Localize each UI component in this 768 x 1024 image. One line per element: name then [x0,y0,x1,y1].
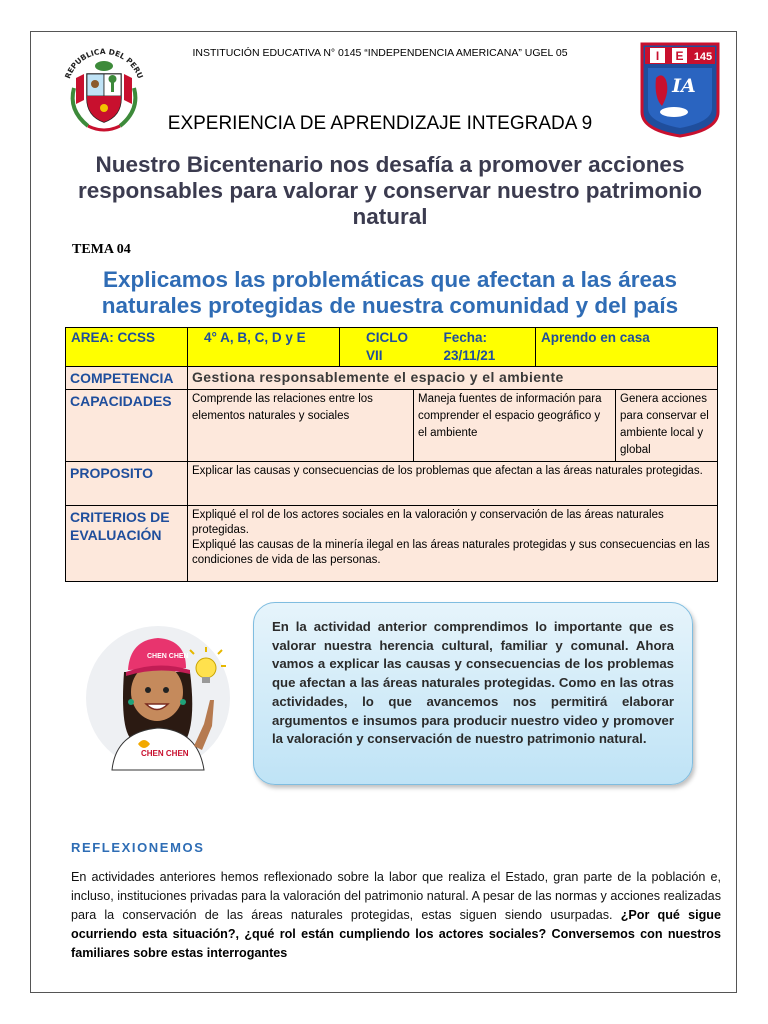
capacidades-label: CAPACIDADES [66,390,188,462]
ciclo-cell: CICLO VII [340,328,414,367]
table-row [66,506,718,582]
peru-coat-of-arms-logo [54,38,154,138]
school-name: INSTITUCIÓN EDUCATIVA N° 0145 “INDEPENDENCIA AMERICANA” UGEL 05 [192,47,568,59]
reflexionemos-body: En actividades anteriores hemos reflexionado sobre la labor que realiza el Estado, gran parte de la población e, incluso, instituciones privadas para la valoración del patrimonio natural. A pesar de las normas y acciones realizadas para la conservación de las áreas naturales protegidas, estas siguen siendo usurpadas. [71,870,721,922]
svg-text:REPUBLICA DEL PERU: REPUBLICA DEL PERU [63,46,145,80]
svg-text:I: I [655,49,660,63]
svg-text:CHEN CHEN: CHEN CHEN [141,749,189,758]
table-row [66,462,718,506]
subtitle: Explicamos las problemáticas que afectan a las áreas naturales protegidas de nuestra comunidad y del país [101,267,679,318]
proposito-text: Explicar las causas y consecuencias de los problemas que afectan a las áreas naturales protegidas. [188,462,718,506]
table-row [66,367,718,390]
grades-cell: 4° A, B, C, D y E [188,328,340,367]
fecha-cell: Fecha: 23/11/21 [414,328,536,367]
reflexionemos-heading: REFLEXIONEMOS [71,840,205,855]
tema-label: TEMA 04 [72,242,131,257]
competencia-label: COMPETENCIA [66,367,188,390]
area-cell: AREA: CCSS [66,328,188,367]
intro-callout [253,602,693,785]
modo-cell: Aprendo en casa [536,328,718,367]
session-info-table [65,327,718,582]
capacidad-1: Comprende las relaciones entre los elementos naturales y sociales [188,390,414,462]
capacidad-2: Maneja fuentes de información para comprender el espacio geográfico y el ambiente [414,390,616,462]
svg-text:145: 145 [693,51,713,63]
svg-text:E: E [675,49,684,63]
main-title: Nuestro Bicentenario nos desafía a promover acciones responsables para valorar y conservar nuestro patrimonio natural [78,152,702,229]
girl-with-lightbulb-illustration [86,620,236,775]
capacidad-3: Genera acciones para conservar el ambiente local y global [616,390,718,462]
callout-text: En la actividad anterior comprendimos lo importante que es valorar nuestra herencia cultural, familiar y comunal. Ahora vamos a explicar las causas y consecuencias de los problemas que afectan a las áreas naturales protegidas. Como en las otras actividades, lo que avancemos nos permitirá elaborar argumentos e insumos para producir nuestro video y promover la valoración y conservación de nuestro patrimonio natural. [272,619,674,747]
reflexionemos-questions: ¿Por qué sigue ocurriendo esta situación?, ¿qué rol están cumpliendo los actores sociales? Conversemos con nuestros familiares sobre estas interrogantes [71,908,722,960]
criterio-1: Expliqué el rol de los actores sociales en la valoración y conservación de las áreas naturales protegidas. [192,509,664,536]
criterio-2: Expliqué las causas de la minería ilegal en las áreas naturales protegidas y sus consecuencias en las condiciones de vida de las personas. [192,539,710,566]
svg-text:CHEN CHEN: CHEN CHEN [147,653,189,660]
table-row [66,390,718,462]
table-header-row [66,328,718,367]
experience-title: EXPERIENCIA DE APRENDIZAJE INTEGRADA 9 [167,113,593,134]
svg-text:IA: IA [672,75,696,97]
criterios-label: CRITERIOS DE EVALUACIÓN [66,506,188,582]
reflexionemos-text [71,868,721,963]
school-badge-logo [640,42,720,138]
competencia-text: Gestiona responsablemente el espacio y el ambiente [188,367,718,390]
proposito-label: PROPOSITO [66,462,188,506]
